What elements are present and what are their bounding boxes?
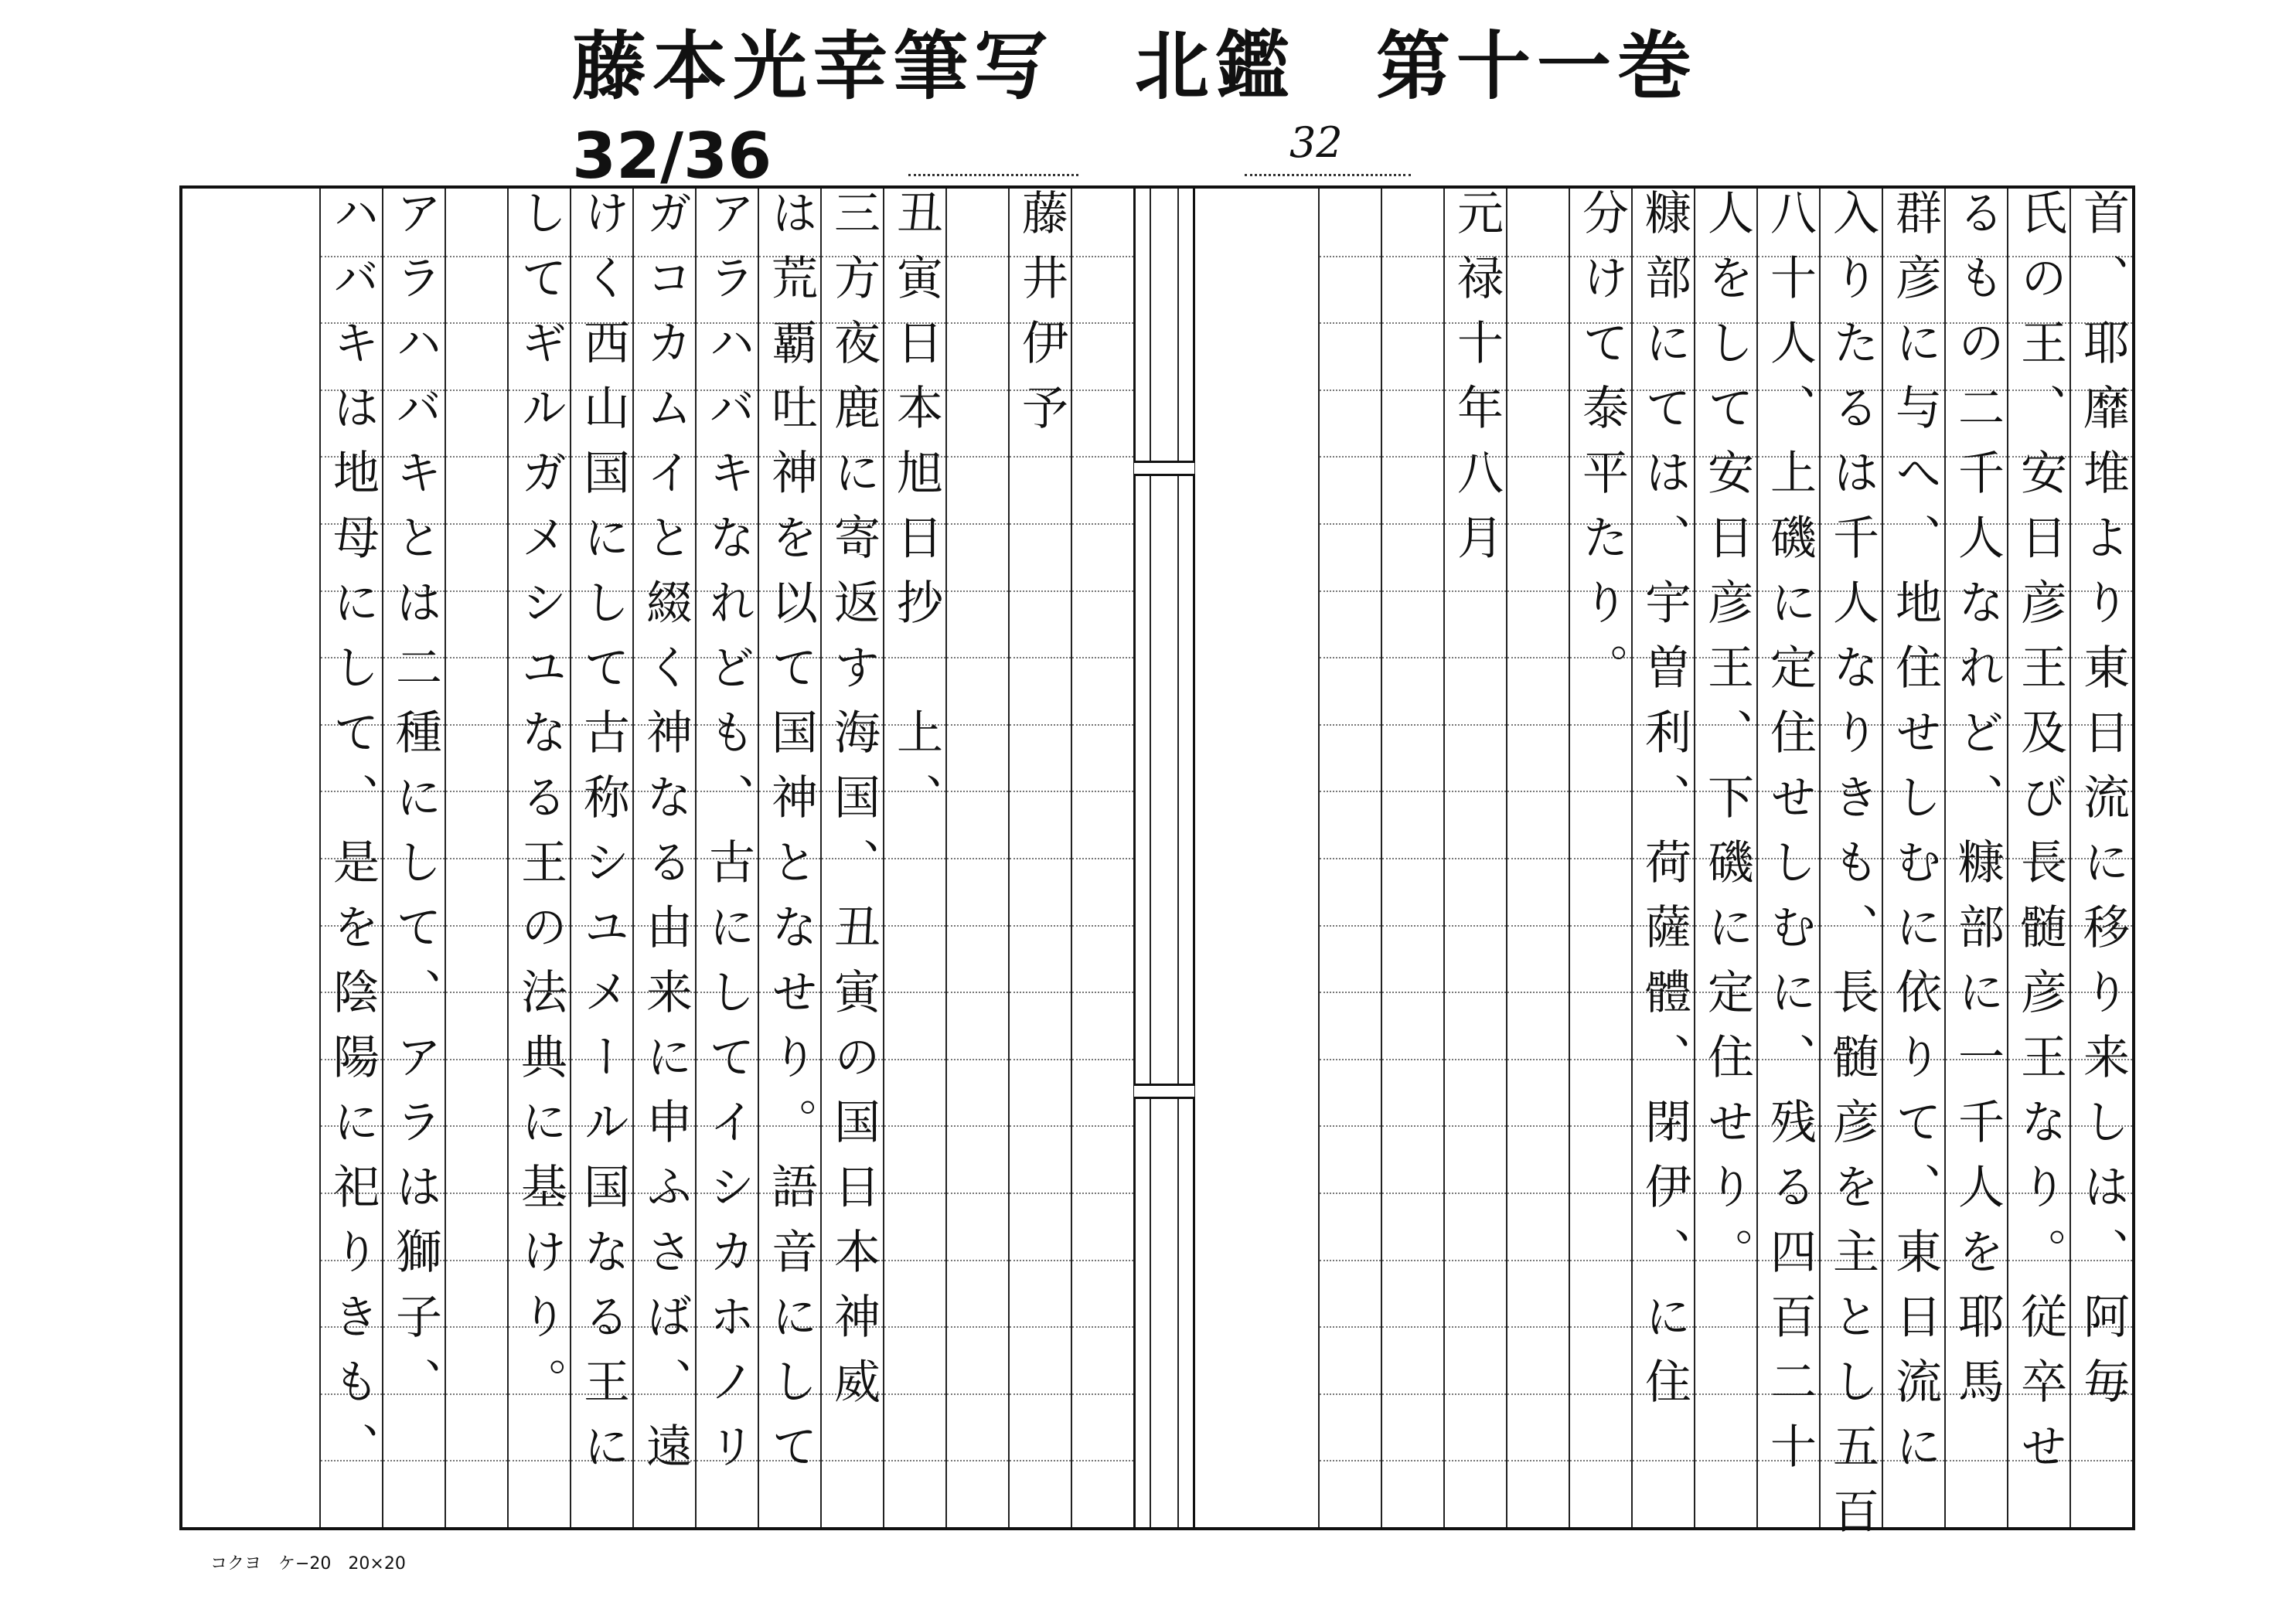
grid-row-line (1320, 1125, 1381, 1127)
grid-row-line (446, 858, 507, 859)
grid-row-line (1382, 390, 1443, 391)
grid-row-line (1320, 456, 1381, 458)
grid-row-line (1445, 925, 1506, 927)
grid-row-line (446, 390, 507, 391)
center-gutter (1133, 189, 1195, 1527)
grid-row-line (1320, 657, 1381, 658)
grid-row-line (947, 322, 1008, 324)
grid-row-line (1507, 1393, 1569, 1395)
manuscript-column-text: 入りたるは千人なりきも、長髄彦を主とし五百 (1825, 189, 1879, 1552)
grid-row-line (1507, 1260, 1569, 1261)
grid-row-line (1072, 1393, 1133, 1395)
grid-row-line (1320, 1393, 1381, 1395)
grid-row-line (1072, 1193, 1133, 1194)
grid-row-line (947, 1326, 1008, 1328)
grid-row-line (1320, 590, 1381, 592)
manuscript-column-text: 首、耶靡堆より東日流に移り来しは、阿毎 (2076, 189, 2130, 1422)
grid-row-line (884, 1393, 945, 1395)
grid-row-line (1507, 590, 1569, 592)
grid-row-line (947, 925, 1008, 927)
handwritten-page-number: 32 (1289, 118, 1343, 167)
manuscript-column (1756, 189, 1819, 1527)
grid-row-line (1507, 1460, 1569, 1461)
grid-row-line (446, 1125, 507, 1127)
grid-row-line (1695, 1460, 1756, 1461)
grid-row-line (1507, 390, 1569, 391)
grid-row-line (1445, 1125, 1506, 1127)
grid-row-line (1570, 724, 1631, 726)
grid-row-line (1695, 1326, 1756, 1328)
manuscript-column (945, 189, 1008, 1527)
grid-row-line (1382, 724, 1443, 726)
grid-row-line (884, 1460, 945, 1461)
grid-row-line (947, 724, 1008, 726)
grid-row-line (1320, 523, 1381, 525)
manuscript-column (319, 189, 382, 1527)
grid-row-line (947, 791, 1008, 792)
grid-row-line (1445, 1193, 1506, 1194)
grid-row-line (446, 1193, 507, 1194)
grid-row-line (1570, 1326, 1631, 1328)
grid-row-line (947, 657, 1008, 658)
grid-row-line (1072, 256, 1133, 257)
grid-row-line (1010, 925, 1071, 927)
grid-row-line (1382, 992, 1443, 993)
grid-row-line (947, 590, 1008, 592)
grid-row-line (2071, 1460, 2132, 1461)
grid-row-line (446, 992, 507, 993)
grid-row-line (446, 1460, 507, 1461)
grid-row-line (1320, 858, 1381, 859)
grid-row-line (1445, 1460, 1506, 1461)
grid-row-line (1010, 1260, 1071, 1261)
grid-row-line (884, 1125, 945, 1127)
grid-row-line (947, 1059, 1008, 1060)
grid-row-line (1010, 1193, 1071, 1194)
grid-row-line (1320, 724, 1381, 726)
manuscript-column-text: けく西山国にして古称シユメール国なる王に (576, 189, 630, 1487)
grid-row-line (1382, 657, 1443, 658)
manuscript-column (820, 189, 883, 1527)
grid-row-line (1570, 1059, 1631, 1060)
grid-row-line (446, 590, 507, 592)
grid-row-line (1072, 1260, 1133, 1261)
manuscript-column (445, 189, 507, 1527)
grid-row-line (947, 256, 1008, 257)
grid-row-line (1507, 1059, 1569, 1060)
grid-row-line (1445, 1326, 1506, 1328)
manuscript-column-text: 元禄十年八月 (1449, 189, 1504, 578)
manuscript-column (1443, 189, 1506, 1527)
grid-row-line (1445, 858, 1506, 859)
grid-row-line (1320, 1059, 1381, 1060)
manuscript-column (1008, 189, 1071, 1527)
manuscript-column (570, 189, 632, 1527)
manuscript-column-text: 人をして安日彦王、下磯に定住せり。 (1700, 189, 1754, 1292)
grid-row-line (1382, 791, 1443, 792)
manuscript-column (1631, 189, 1694, 1527)
manuscript-column (1569, 189, 1631, 1527)
grid-row-line (822, 1460, 883, 1461)
grid-row-line (1072, 1326, 1133, 1328)
grid-row-line (947, 456, 1008, 458)
grid-row-line (1382, 256, 1443, 257)
grid-row-line (1507, 992, 1569, 993)
grid-row-line (947, 1460, 1008, 1461)
grid-row-line (1445, 724, 1506, 726)
grid-row-line (1570, 1193, 1631, 1194)
grid-row-line (884, 925, 945, 927)
grid-row-line (947, 390, 1008, 391)
manuscript-column (883, 189, 945, 1527)
grid-row-line (509, 1460, 570, 1461)
grid-row-line (1382, 925, 1443, 927)
underline-right (1245, 174, 1411, 176)
manuscript-column-text: 藤井伊予 (1014, 189, 1068, 448)
manuscript-column-text: 分けて泰平たり。 (1575, 189, 1629, 708)
manuscript-column-text: 丑寅日本旭日抄 上、 (889, 189, 943, 838)
grid-row-line (1382, 858, 1443, 859)
manuscript-column (1071, 189, 1133, 1527)
grid-row-line (446, 523, 507, 525)
manuscript-column (2007, 189, 2069, 1527)
grid-row-line (1010, 1125, 1071, 1127)
manuscript-column (695, 189, 758, 1527)
grid-row-line (1320, 1460, 1381, 1461)
grid-row-line (1382, 1393, 1443, 1395)
manuscript-column-text: 八十人、上磯に定住せしむに、残る四百二十 (1763, 189, 1817, 1487)
manuscript-column (382, 189, 445, 1527)
grid-row-line (1507, 657, 1569, 658)
grid-row-line (446, 1326, 507, 1328)
grid-row-line (1570, 992, 1631, 993)
grid-row-line (947, 1125, 1008, 1127)
gutter-notch-top (1134, 461, 1194, 476)
manuscript-column-text: してギルガメシユなる王の法典に基けり。 (513, 189, 567, 1422)
grid-row-line (1633, 1460, 1694, 1461)
manuscript-column (2069, 189, 2132, 1527)
grid-row-line (446, 657, 507, 658)
grid-row-line (446, 724, 507, 726)
manuscript-column (1882, 189, 1944, 1527)
grid-row-line (1570, 858, 1631, 859)
grid-row-line (884, 992, 945, 993)
grid-row-line (1320, 322, 1381, 324)
grid-row-line (884, 858, 945, 859)
grid-row-line (1570, 791, 1631, 792)
grid-row-line (1570, 1460, 1631, 1461)
grid-row-line (1010, 992, 1071, 993)
grid-row-line (1072, 858, 1133, 859)
grid-row-line (1507, 925, 1569, 927)
manuscript-column (1506, 189, 1569, 1527)
grid-row-line (1010, 523, 1071, 525)
manuscript-column-text: るもの二千人なれど、糠部に一千人を耶馬 (1950, 189, 2005, 1422)
grid-row-line (1445, 1260, 1506, 1261)
grid-row-line (1382, 1193, 1443, 1194)
grid-row-line (1320, 390, 1381, 391)
grid-row-line (884, 1193, 945, 1194)
grid-row-line (884, 1326, 945, 1328)
grid-row-line (1445, 590, 1506, 592)
gutter-rule-left (1150, 189, 1151, 1527)
grid-row-line (1382, 322, 1443, 324)
grid-row-line (1010, 791, 1071, 792)
grid-row-line (1072, 657, 1133, 658)
grid-row-line (1507, 791, 1569, 792)
grid-row-line (1445, 1393, 1506, 1395)
grid-row-line (1072, 992, 1133, 993)
manuscript-column (1819, 189, 1882, 1552)
manuscript-column (1944, 189, 2007, 1527)
grid-row-line (1507, 858, 1569, 859)
grid-row-line (1570, 1393, 1631, 1395)
grid-row-line (1320, 256, 1381, 257)
manuscript-column-text: ハバキは地母にして、是を陰陽に祀りきも、 (325, 189, 380, 1487)
grid-row-line (1382, 1326, 1443, 1328)
grid-row-line (1072, 523, 1133, 525)
grid-row-line (1320, 992, 1381, 993)
grid-row-line (1382, 523, 1443, 525)
grid-row-line (1445, 657, 1506, 658)
grid-row-line (1010, 657, 1071, 658)
grid-row-line (1507, 1125, 1569, 1127)
grid-row-line (446, 1059, 507, 1060)
manuscript-column-text: 三方夜鹿に寄返す海国、丑寅の国日本神威 (826, 189, 881, 1422)
grid-row-line (1072, 925, 1133, 927)
manuscript-sheet (179, 185, 2135, 1552)
manuscript-column (632, 189, 695, 1527)
grid-row-line (446, 256, 507, 257)
grid-row-line (1010, 1059, 1071, 1060)
page-counter: 32/36 (572, 120, 772, 193)
grid-row-line (1010, 858, 1071, 859)
grid-row-line (1507, 322, 1569, 324)
grid-row-line (1072, 1125, 1133, 1127)
grid-row-line (1507, 256, 1569, 257)
paper-label: コクヨ ケ−20 20×20 (210, 1554, 406, 1574)
manuscript-column-text: 氏の王、安日彦王及び長髄彦王なり。従卒せ (2013, 189, 2067, 1487)
grid-row-line (1507, 1326, 1569, 1328)
manuscript-column (758, 189, 820, 1527)
gutter-notch-bottom (1134, 1084, 1194, 1099)
grid-row-line (1570, 925, 1631, 927)
grid-row-line (1382, 590, 1443, 592)
grid-row-line (1010, 456, 1071, 458)
grid-row-line (1320, 791, 1381, 792)
grid-row-line (947, 523, 1008, 525)
grid-row-line (1382, 1059, 1443, 1060)
grid-row-line (1382, 1125, 1443, 1127)
manuscript-column (1694, 189, 1756, 1527)
grid-row-line (1072, 1460, 1133, 1461)
grid-row-line (1507, 456, 1569, 458)
grid-row-line (446, 925, 507, 927)
grid-row-line (1320, 1260, 1381, 1261)
manuscript-column-text: アラハバキとは二種にして、アラは獅子、 (388, 189, 442, 1422)
grid-row-line (1072, 322, 1133, 324)
grid-row-line (1695, 1393, 1756, 1395)
grid-row-line (884, 1260, 945, 1261)
grid-row-line (1072, 791, 1133, 792)
grid-row-line (1445, 1059, 1506, 1060)
grid-row-line (1507, 1193, 1569, 1194)
manuscript-column-text: ガコカムイと綴く神なる由来に申ふさば、遠 (639, 189, 693, 1487)
grid-row-line (1072, 456, 1133, 458)
grid-row-line (1320, 925, 1381, 927)
grid-row-line (1507, 724, 1569, 726)
grid-row-line (383, 1460, 445, 1461)
grid-row-line (446, 1393, 507, 1395)
grid-row-line (1010, 1326, 1071, 1328)
grid-row-line (446, 322, 507, 324)
grid-row-line (446, 456, 507, 458)
grid-row-line (1445, 791, 1506, 792)
grid-row-line (1445, 992, 1506, 993)
grid-row-line (446, 791, 507, 792)
manuscript-column (1318, 189, 1381, 1527)
manuscript-column-text: 糠部にては、宇曽利、荷薩體、閉伊、に住 (1637, 189, 1691, 1422)
grid-row-line (947, 1260, 1008, 1261)
grid-row-line (884, 1059, 945, 1060)
grid-row-line (1072, 724, 1133, 726)
grid-row-line (947, 1193, 1008, 1194)
grid-row-line (947, 858, 1008, 859)
underline-left (908, 174, 1078, 176)
grid-row-line (1320, 1326, 1381, 1328)
manuscript-column-text: は荒覇吐神を以て国神となせり。語音にして (764, 189, 818, 1487)
grid-row-line (1507, 523, 1569, 525)
grid-row-line (1010, 1393, 1071, 1395)
gutter-rule-right (1177, 189, 1179, 1527)
grid-row-line (1570, 1260, 1631, 1261)
grid-row-line (1010, 724, 1071, 726)
grid-row-line (1072, 390, 1133, 391)
manuscript-column (1381, 189, 1443, 1527)
grid-row-line (1570, 1125, 1631, 1127)
grid-row-line (1382, 1260, 1443, 1261)
manuscript-column (507, 189, 570, 1527)
grid-row-line (947, 1393, 1008, 1395)
manuscript-column-text: 群彦に与へ、地住せしむに依りて、東日流に (1888, 189, 1942, 1487)
grid-row-line (1382, 1460, 1443, 1461)
grid-row-line (1946, 1460, 2007, 1461)
grid-row-line (1382, 456, 1443, 458)
grid-row-line (947, 992, 1008, 993)
grid-row-line (1072, 590, 1133, 592)
grid-row-line (1072, 1059, 1133, 1060)
manuscript-column-text: アラハバキなれども、古にしてイシカホノリ (701, 189, 755, 1487)
grid-row-line (1320, 1193, 1381, 1194)
grid-row-line (1010, 590, 1071, 592)
grid-row-line (446, 1260, 507, 1261)
document-title: 藤本光幸筆写 北鑑 第十一巻 (572, 23, 1698, 110)
grid-row-line (1010, 1460, 1071, 1461)
